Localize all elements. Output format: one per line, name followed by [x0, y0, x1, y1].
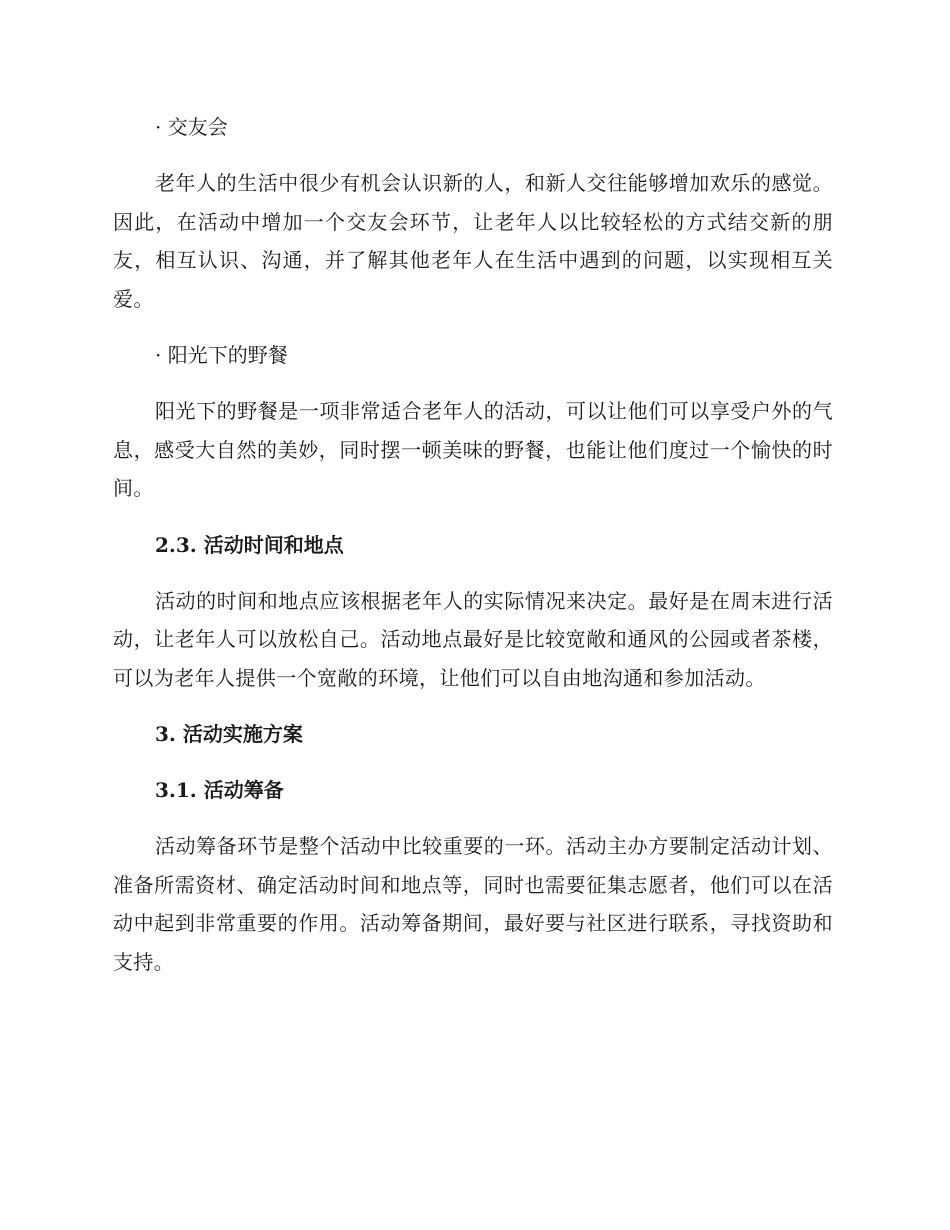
bullet-sunshine-picnic: · 阳光下的野餐 — [155, 343, 288, 367]
section-heading-2-3: 2.3. 活动时间和地点 — [155, 532, 344, 557]
paragraph-sunshine-picnic: 阳光下的野餐是一项非常适合老年人的活动，可以让他们可以享受户外的气息，感受大自然的美妙，同时摆一顿美味的野餐，也能让他们度过一个愉快的时间。 — [113, 399, 833, 500]
bullet-friendship-meeting: · 交友会 — [155, 115, 228, 139]
paragraph-time-and-place: 活动的时间和地点应该根据老年人的实际情况来决定。最好是在周末进行活动，让老年人可以放松自己。活动地点最好是比较宽敞和通风的公园或者茶楼，可以为老年人提供一个宽敞的环境，让他们可以自由地沟通和参加活动。 — [113, 588, 833, 690]
paragraph-preparation: 活动筹备环节是整个活动中比较重要的一环。活动主办方要制定活动计划、准备所需资材、确定活动时间和地点等，同时也需要征集志愿者，他们可以在活动中起到非常重要的作用。活动筹备期间，最好要与社区进行联系，寻找资助和支持。 — [113, 834, 833, 974]
section-heading-3-1: 3.1. 活动筹备 — [155, 778, 284, 802]
paragraph-friendship-meeting: 老年人的生活中很少有机会认识新的人，和新人交往能够增加欢乐的感觉。因此，在活动中增加一个交友会环节，让老年人以比较轻松的方式结交新的朋友，相互认识、沟通，并了解其他老年人在生活中遇到的问题，以实现相互关爱。 — [113, 171, 833, 311]
document-page — [113, 108, 833, 999]
section-heading-3: 3. 活动实施方案 — [155, 722, 303, 746]
